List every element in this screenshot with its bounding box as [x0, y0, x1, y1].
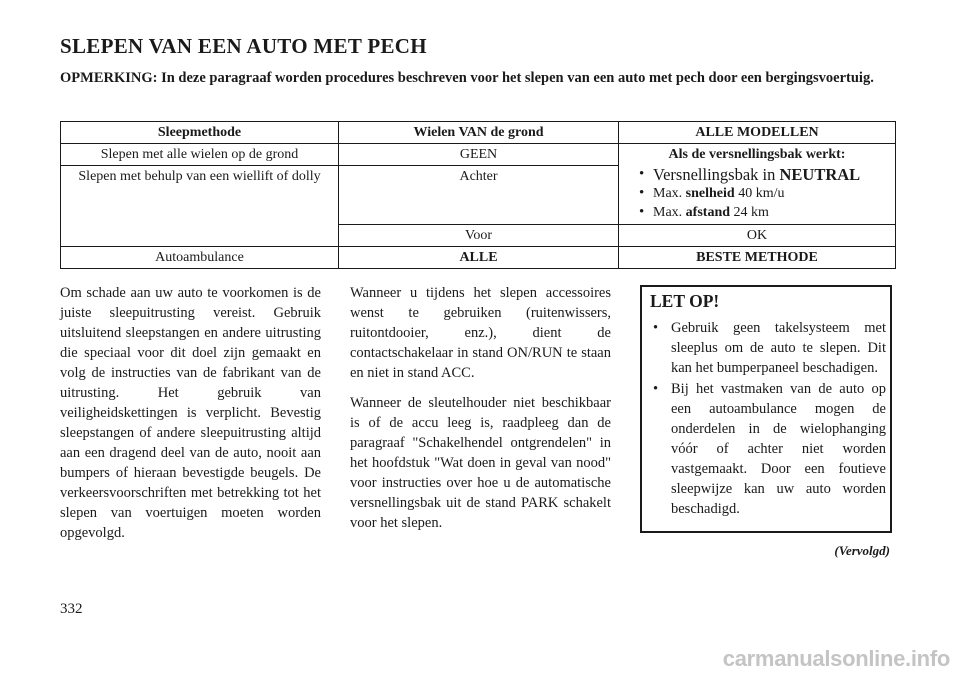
- warning-box: [640, 285, 892, 533]
- list-item: [639, 184, 889, 203]
- body-column-2: [350, 283, 611, 543]
- note-paragraph: OPMERKING: In deze paragraaf worden procedures beschreven voor het slepen van een auto met pech door een bergingsvoertuig.: [60, 70, 874, 86]
- warning-item: • Bij het vastmaken van de auto op een autoambulance mogen de onderdelen in de wielophanging vóór of achter niet worden vastgemaakt. Door een foutieve sleepwijze kan uw auto worden beschadigd.: [650, 379, 888, 519]
- list-item: [639, 165, 889, 184]
- body-column-1: Om schade aan uw auto te voorkomen is de juiste sleepuitrusting vereist. Gebruik uitsluitend sleepstangen en andere uitrusting die speciaal voor dit doel zijn gemaakt en volg de instructies van de fabrikant van de uitrusting. Het gebruik van veiligheidskettingen is verplicht. Bevestig sleepstangen of andere sleepuitrusting altijd aan een dragend deel van de auto, nooit aan bumpers of hieraan bevestigde beugels. De verkeersvoorschriften met betrekking tot het slepen van voertuigen moeten worden opgevolgd.: [60, 285, 321, 541]
- table-row: [61, 144, 896, 166]
- speed-prefix: Max.: [653, 186, 683, 201]
- cell-wheels-rear: Achter: [339, 166, 619, 225]
- cell-wheels-front: Voor: [339, 225, 619, 247]
- conditions-list: [625, 165, 889, 222]
- distance-label: afstand: [685, 205, 731, 220]
- cell-method-flatbed: Autoambulance: [61, 247, 339, 269]
- table-row: [61, 247, 896, 269]
- warning-title: LET OP!: [650, 291, 720, 311]
- header-method: Sleepmethode: [61, 122, 339, 144]
- cell-wheels-all: ALLE: [339, 247, 619, 269]
- cell-method-wheellift: Slepen met behulp van een wiellift of dolly: [61, 166, 339, 247]
- distance-prefix: Max.: [653, 205, 683, 220]
- watermark-logo: carmanualsonline.info: [722, 646, 950, 671]
- cell-conditions: [619, 144, 896, 225]
- cell-ok: OK: [619, 225, 896, 247]
- warning-list: [650, 318, 888, 519]
- column2-paragraph-1: Wanneer u tijdens het slepen accessoires wenst te gebruiken (ruitenwissers, ruitontdooier, enz.), dient de contactschakelaar in stand ON/RUN te staan en niet in stand ACC.: [350, 285, 611, 381]
- gear-prefix: Versnellingsbak in: [653, 165, 776, 184]
- header-all-models: ALLE MODELLEN: [619, 122, 896, 144]
- speed-value: 40 km/u: [738, 186, 785, 201]
- gear-value: NEUTRAL: [779, 165, 861, 184]
- distance-value: 24 km: [733, 205, 769, 220]
- cell-best-method: BESTE METHODE: [619, 247, 896, 269]
- header-wheels: Wielen VAN de grond: [339, 122, 619, 144]
- warning-item: • Gebruik geen takelsysteem met sleeplus om de auto te slepen. Dit kan het bumperpaneel beschadigen.: [650, 318, 888, 378]
- list-item: [639, 203, 889, 222]
- speed-label: snelheid: [685, 186, 735, 201]
- page-number: 332: [60, 601, 83, 617]
- column2-paragraph-2: Wanneer de sleutelhouder niet beschikbaar is of de accu leeg is, raadpleeg dan de paragraaf "Schakelhendel ontgrendelen" in het hoofdstuk "Wat doen in geval van nood" voor instructies over hoe u de automatische versnellingsbak uit de stand PARK schakelt voor het slepen.: [350, 395, 611, 531]
- table-header-row: [61, 122, 896, 144]
- conditions-title: Als de versnellingsbak werkt:: [668, 147, 846, 162]
- continued-label: (Vervolgd): [834, 543, 890, 558]
- section-title: SLEPEN VAN EEN AUTO MET PECH: [60, 34, 427, 58]
- towing-table: [60, 121, 896, 269]
- cell-wheels-none: GEEN: [339, 144, 619, 166]
- cell-method-flat: Slepen met alle wielen op de grond: [61, 144, 339, 166]
